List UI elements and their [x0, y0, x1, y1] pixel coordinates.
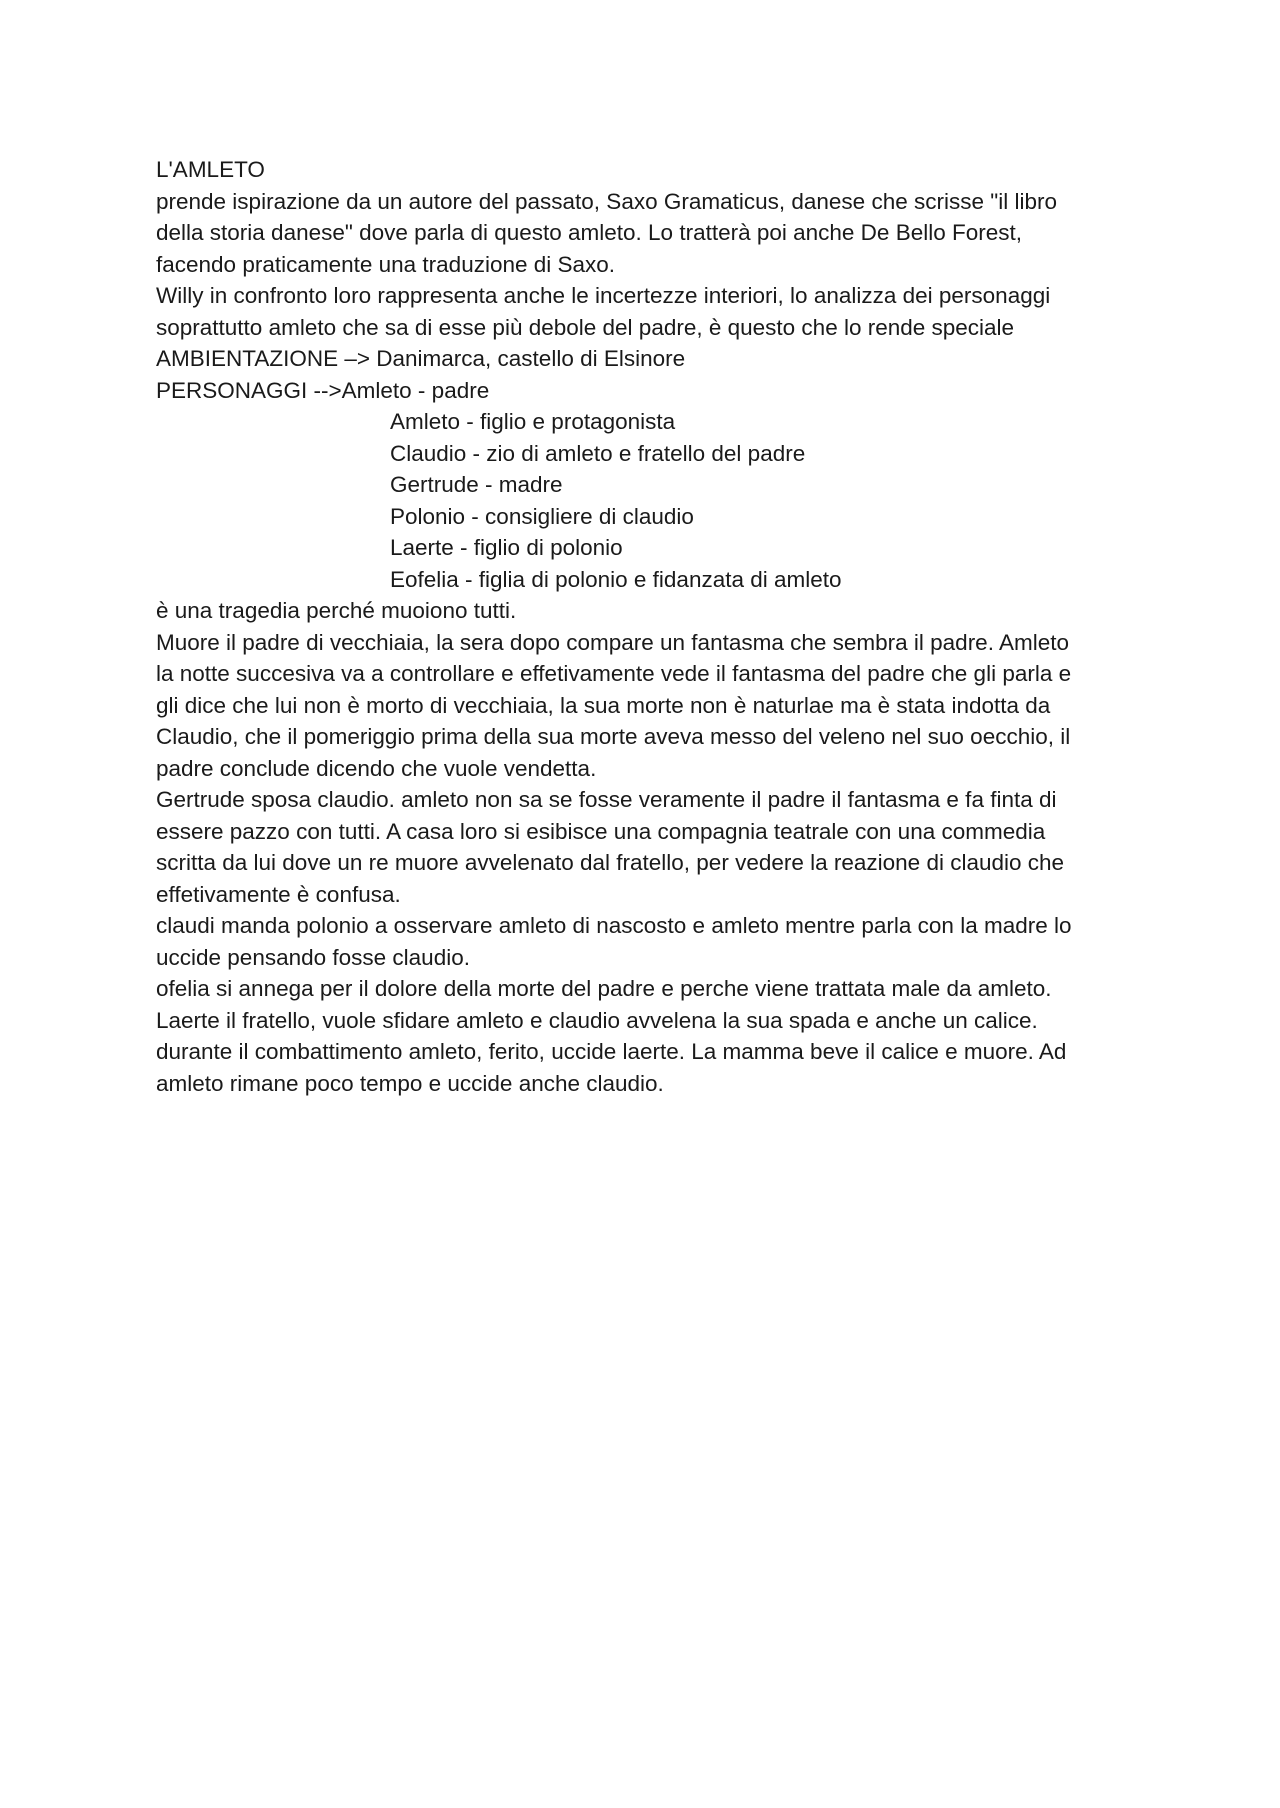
intro-line: facendo praticamente una traduzione di Saxo. — [156, 251, 616, 277]
character-item: Gertrude - madre — [390, 472, 563, 497]
character-item: Laerte - figlio di polonio — [390, 535, 623, 560]
character-item: Amleto - figlio e protagonista — [390, 409, 676, 434]
document-title: L'AMLETO — [156, 157, 265, 182]
plot-line: durante il combattimento amleto, ferito, uccide laerte. La mamma beve il calice e muore. Ad — [156, 1039, 1067, 1064]
plot-line: effetivamente è confusa. — [156, 881, 401, 907]
plot-line: gli dice che lui non è morto di vecchiaia, la sua morte non è naturlae ma è stata indotta da — [156, 692, 1051, 718]
intro-line: prende ispirazione da un autore del passato, Saxo Gramaticus, danese che scrisse "il libro — [156, 188, 1057, 214]
plot-line: scritta da lui dove un re muore avvelenato dal fratello, per vedere la reazione di claudio che — [156, 850, 1065, 875]
characters-heading-line: PERSONAGGI -->Amleto - padre — [156, 377, 490, 403]
intro-line: Willy in confronto loro rappresenta anche le incertezze interiori, lo analizza dei personaggi — [156, 283, 1051, 308]
plot-line: Laerte il fratello, vuole sfidare amleto e claudio avvelena la sua spada e anche un calice. — [156, 1007, 1038, 1033]
plot-line: uccide pensando fosse claudio. — [156, 944, 470, 970]
plot-line: amleto rimane poco tempo e uccide anche claudio. — [156, 1070, 664, 1096]
plot-line: padre conclude dicendo che vuole vendetta. — [156, 755, 597, 781]
plot-line: essere pazzo con tutti. A casa loro si esibisce una compagnia teatrale con una commedia — [156, 818, 1046, 844]
character-item: Claudio - zio di amleto e fratello del padre — [390, 440, 806, 466]
setting-line: AMBIENTAZIONE –> Danimarca, castello di Elsinore — [156, 346, 686, 371]
intro-line: della storia danese" dove parla di questo amleto. Lo tratterà poi anche De Bello Forest, — [156, 220, 1022, 245]
character-item: Polonio - consigliere di claudio — [390, 503, 694, 529]
character-item: Eofelia - figlia di polonio e fidanzata di amleto — [390, 566, 842, 592]
plot-line: Gertrude sposa claudio. amleto non sa se fosse veramente il padre il fantasma e fa finta di — [156, 787, 1057, 812]
intro-line: soprattutto amleto che sa di esse più debole del padre, è questo che lo rende speciale — [156, 314, 1015, 340]
document-body — [156, 154, 1136, 1099]
plot-line: claudi manda polonio a osservare amleto di nascosto e amleto mentre parla con la madre lo — [156, 913, 1072, 938]
plot-line: la notte succesiva va a controllare e effetivamente vede il fantasma del padre che gli parla e — [156, 661, 1072, 686]
plot-line: è una tragedia perché muoiono tutti. — [156, 598, 517, 623]
plot-line: ofelia si annega per il dolore della morte del padre e perche viene trattata male da amleto. — [156, 976, 1052, 1001]
plot-line: Claudio, che il pomeriggio prima della sua morte aveva messo del veleno nel suo oecchio, il — [156, 724, 1071, 749]
plot-line: Muore il padre di vecchiaia, la sera dopo compare un fantasma che sembra il padre. Amleto — [156, 629, 1069, 655]
